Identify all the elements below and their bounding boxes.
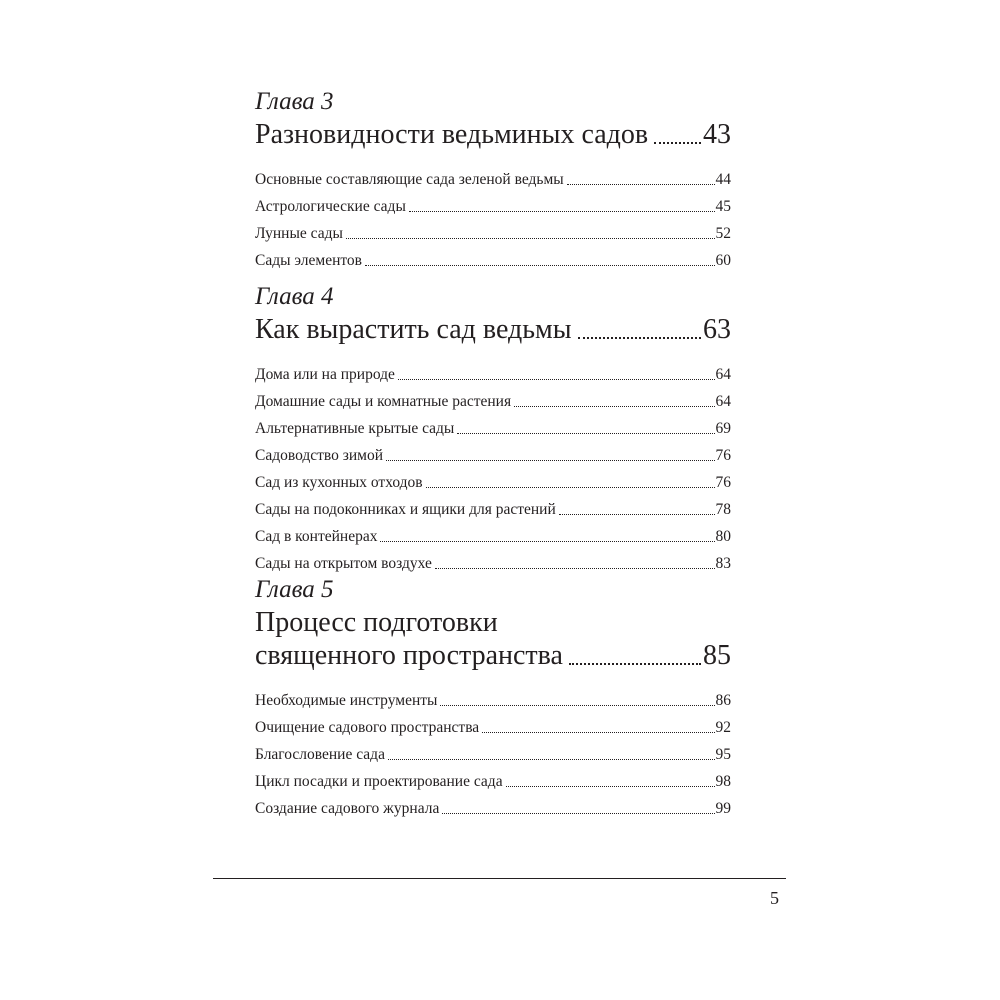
chapter-title: Разновидности ведьминых садов <box>255 119 649 150</box>
chapter-title-row[interactable] <box>255 313 731 346</box>
chapter-label: Глава 5 <box>255 576 334 603</box>
chapter-title-row[interactable] <box>255 639 731 672</box>
chapter-page-number: 85 <box>703 640 731 671</box>
chapter-page-number: 63 <box>703 314 731 345</box>
entry-title: Астрологические сады <box>255 198 406 215</box>
entry-title: Необходимые инструменты <box>255 692 438 709</box>
toc-entry[interactable] <box>255 361 731 388</box>
section-list <box>255 361 731 577</box>
entry-title: Домашние сады и комнатные растения <box>255 393 512 410</box>
chapter-5 <box>255 576 731 822</box>
chapter-title-line-2: священного пространства <box>255 640 563 671</box>
chapter-title: Как вырастить сад ведьмы <box>255 314 572 345</box>
entry-page-number: 98 <box>715 773 731 790</box>
entry-page-number: 92 <box>715 719 731 736</box>
entry-title: Очищение садового пространства <box>255 719 480 736</box>
chapter-title-line-1: Процесс подготовки <box>255 607 498 638</box>
dot-leader <box>578 337 701 339</box>
entry-page-number: 80 <box>715 528 731 545</box>
toc-entry[interactable] <box>255 741 731 768</box>
dot-leader <box>435 568 715 569</box>
entry-page-number: 86 <box>715 692 731 709</box>
dot-leader <box>506 786 715 787</box>
toc-entry[interactable] <box>255 166 731 193</box>
page-number: 5 <box>770 888 779 908</box>
entry-title: Сады элементов <box>255 252 363 269</box>
dot-leader <box>482 732 714 733</box>
entry-page-number: 44 <box>715 171 731 188</box>
dot-leader <box>514 406 714 407</box>
entry-page-number: 76 <box>715 447 731 464</box>
dot-leader <box>388 759 715 760</box>
entry-page-number: 99 <box>715 800 731 817</box>
toc-entry[interactable] <box>255 714 731 741</box>
dot-leader <box>398 379 715 380</box>
dot-leader <box>567 184 715 185</box>
entry-page-number: 64 <box>715 393 731 410</box>
entry-title: Альтернативные крытые сады <box>255 420 455 437</box>
chapter-label: Глава 4 <box>255 283 334 310</box>
toc-entry[interactable] <box>255 795 731 822</box>
entry-title: Создание садового журнала <box>255 800 440 817</box>
dot-leader <box>426 487 715 488</box>
entry-page-number: 52 <box>715 225 731 242</box>
dot-leader <box>380 541 714 542</box>
entry-title: Основные составляющие сада зеленой ведьмы <box>255 171 564 188</box>
toc-entry[interactable] <box>255 550 731 577</box>
dot-leader <box>365 265 714 266</box>
dot-leader <box>457 433 714 434</box>
toc-entry[interactable] <box>255 469 731 496</box>
toc-entry[interactable] <box>255 415 731 442</box>
dot-leader <box>346 238 715 239</box>
entry-page-number: 64 <box>715 366 731 383</box>
dot-leader <box>386 460 714 461</box>
entry-title: Садоводство зимой <box>255 447 384 464</box>
entry-title: Цикл посадки и проектирование сада <box>255 773 503 790</box>
toc-entry[interactable] <box>255 768 731 795</box>
entry-title: Благословение сада <box>255 746 385 763</box>
dot-leader <box>569 663 701 665</box>
entry-page-number: 60 <box>715 252 731 269</box>
chapter-title-row[interactable] <box>255 118 731 151</box>
toc-entry[interactable] <box>255 220 731 247</box>
entry-title: Дома или на природе <box>255 366 395 383</box>
dot-leader <box>440 705 714 706</box>
dot-leader <box>442 813 714 814</box>
toc-entry[interactable] <box>255 523 731 550</box>
toc-entry[interactable] <box>255 687 731 714</box>
dot-leader <box>559 514 715 515</box>
section-list <box>255 166 731 274</box>
chapter-3 <box>255 88 731 274</box>
chapter-label: Глава 3 <box>255 88 334 115</box>
entry-page-number: 76 <box>715 474 731 491</box>
entry-page-number: 69 <box>715 420 731 437</box>
entry-title: Сад в контейнерах <box>255 528 378 545</box>
chapter-4 <box>255 283 731 577</box>
entry-title: Сад из кухонных отходов <box>255 474 423 491</box>
entry-title: Лунные сады <box>255 225 343 242</box>
toc-entry[interactable] <box>255 388 731 415</box>
toc-entry[interactable] <box>255 496 731 523</box>
footer-rule <box>213 878 786 879</box>
entry-page-number: 45 <box>715 198 731 215</box>
table-of-contents <box>255 88 731 817</box>
entry-page-number: 83 <box>715 555 731 572</box>
dot-leader <box>409 211 715 212</box>
entry-page-number: 95 <box>715 746 731 763</box>
chapter-page-number: 43 <box>703 119 731 150</box>
entry-title: Сады на открытом воздухе <box>255 555 432 572</box>
dot-leader <box>654 142 701 144</box>
toc-entry[interactable] <box>255 442 731 469</box>
section-list <box>255 687 731 822</box>
entry-page-number: 78 <box>715 501 731 518</box>
toc-entry[interactable] <box>255 193 731 220</box>
toc-entry[interactable] <box>255 247 731 274</box>
entry-title: Сады на подоконниках и ящики для растений <box>255 501 556 518</box>
